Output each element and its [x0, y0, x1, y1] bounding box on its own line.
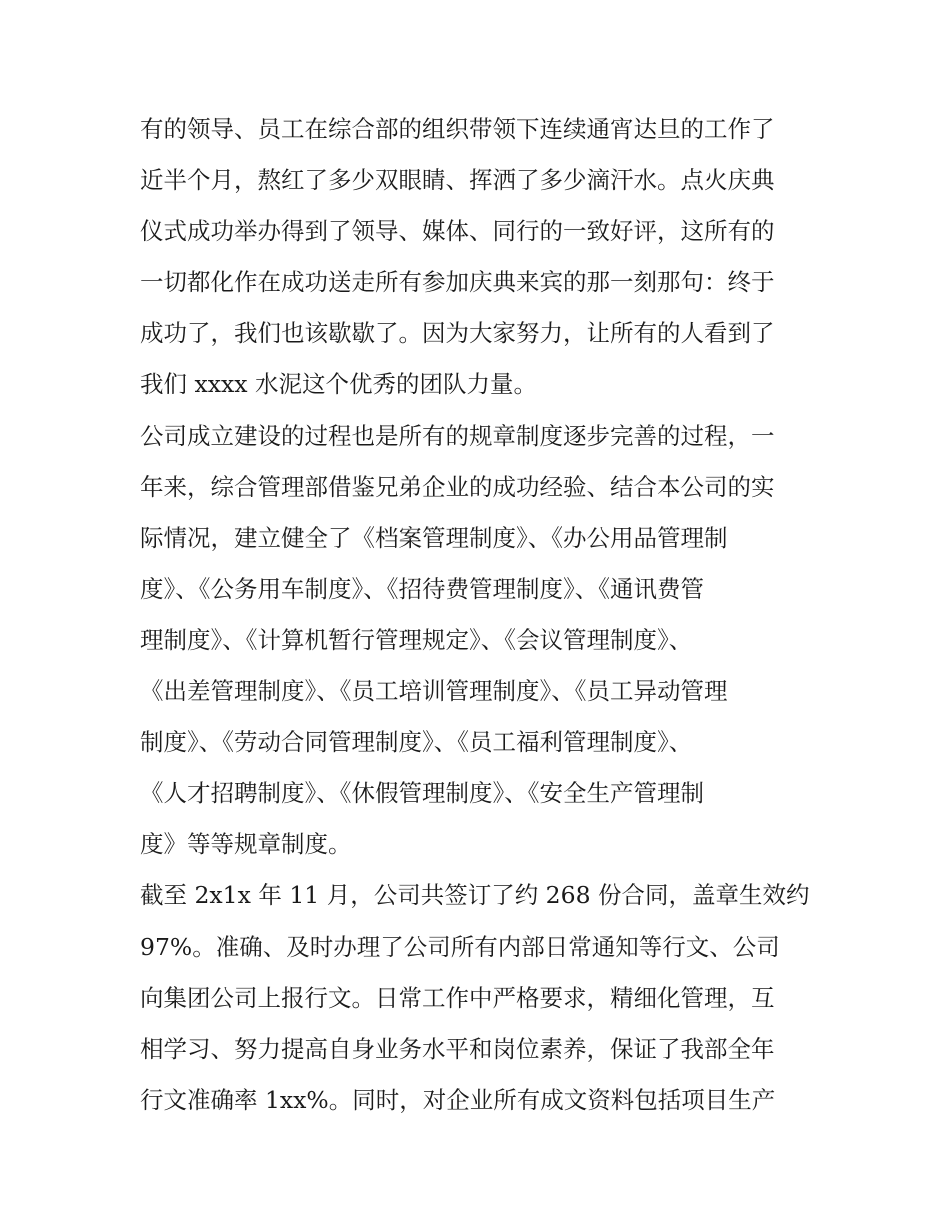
text-line: 理制度》、《计算机暂行管理规定》、《会议管理制度》、: [140, 625, 693, 654]
text-line: 有的领导、员工在综合部的组织带领下连续通宵达旦的工作了: [140, 115, 775, 143]
text-line: 度》等等规章制度。: [140, 830, 352, 859]
text-line: 97%。准确、及时办理了公司所有内部日常通知等行文、公司: [140, 932, 780, 961]
text-line: 向集团公司上报行文。日常工作中严格要求，精细化管理，互: [140, 983, 775, 1012]
text-line: 制度》、《劳动合同管理制度》、《员工福利管理制度》、: [140, 728, 693, 757]
paragraph-1: [140, 104, 820, 411]
text-line: 成功了，我们也该歇歇了。因为大家努力，让所有的人看到了: [140, 319, 775, 348]
text-line: 公司成立建设的过程也是所有的规章制度逐步完善的过程，一: [140, 421, 775, 450]
text-line: 近半个月，熬红了多少双眼睛、挥洒了多少滴汗水。点火庆典: [140, 166, 775, 195]
text-line: 年来，综合管理部借鉴兄弟企业的成功经验、结合本公司的实: [140, 472, 775, 501]
text-line: 度》、《公务用车制度》、《招待费管理制度》、《通讯费管: [140, 574, 704, 603]
text-line: 截至 2x1x 年 11 月，公司共签订了约 268 份合同，盖章生效约: [140, 881, 810, 910]
text-line: 一切都化作在成功送走所有参加庆典来宾的那一刻那句：终于: [140, 268, 775, 297]
text-line: 仪式成功举办得到了领导、媒体、同行的一致好评，这所有的: [140, 217, 775, 246]
text-line: 我们 xxxx 水泥这个优秀的团队力量。: [140, 370, 537, 399]
text-line: 《人才招聘制度》、《休假管理制度》、《安全生产管理制: [140, 779, 704, 808]
text-line: 行文准确率 1xx%。同时，对企业所有成文资料包括项目生产: [140, 1085, 776, 1114]
document-body: [140, 104, 820, 1126]
text-line: 《出差管理制度》、《员工培训管理制度》、《员工异动管理: [140, 677, 728, 706]
text-line: 相学习、努力提高自身业务水平和岗位素养，保证了我部全年: [140, 1034, 775, 1063]
paragraph-3: [140, 870, 820, 1125]
text-line: 际情况，建立健全了《档案管理制度》、《办公用品管理制: [140, 523, 728, 552]
paragraph-2: [140, 411, 820, 871]
